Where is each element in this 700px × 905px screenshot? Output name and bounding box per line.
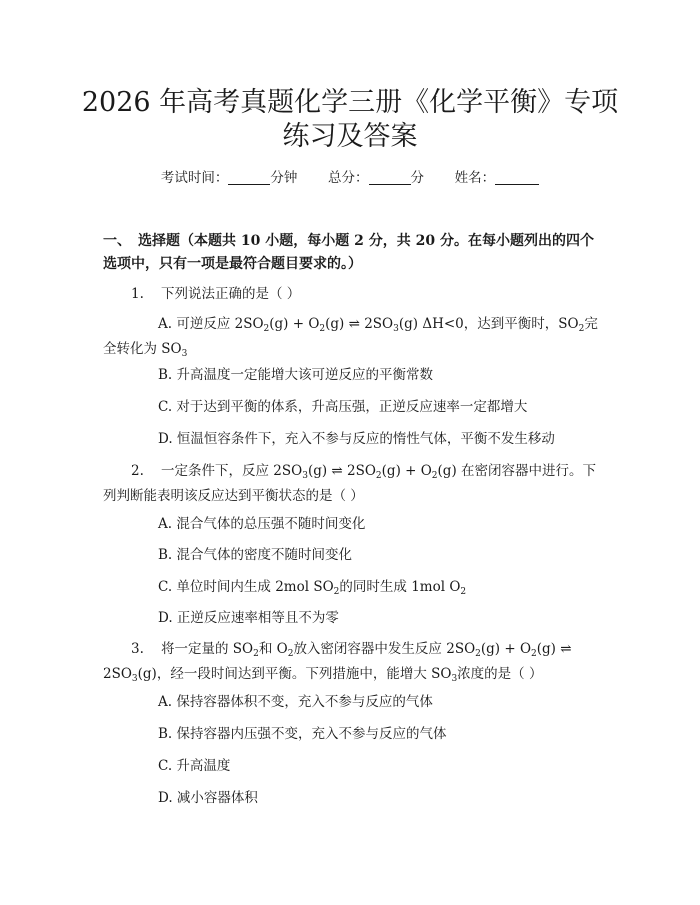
question-1-stem [103,282,600,307]
page-title-line-2: 练习及答案 [282,121,418,152]
time-unit: 分钟 [270,170,298,186]
question-1-option-a: A. 可逆反应 $2SO_2(g) + O_2(g)$ ⇌ $2SO_3(g)$ ΔH<0，达到平衡时，$SO_2$完全转化为 $SO_3$ [103,316,598,359]
question-2-option-a: A. 混合气体的总压强不随时间变化 [158,516,366,532]
question-3-option-c: C. 升高温度 [158,758,231,774]
question-3-stem: 3. 将一定量的 $SO_2$和 $O_2$放入密闭容器中发生反应 $2SO_2(g) + O_2(g)$ ⇌ $2SO_3(g)$，经一段时间达到平衡。下列措施中，能增大 $SO_3$浓度的是（ ） [103,637,600,687]
section-number: 一、 [103,233,131,249]
score-blank [369,170,411,185]
time-blank [228,170,270,185]
question-2-number: 2. [131,463,144,479]
question-3-number: 3. [131,641,144,657]
question-3-option-d: D. 减小容器体积 [158,790,258,806]
section-instructions: 选择题（本题共 10 小题，每小题 2 分，共 20 分。在每小题列出的四个选项中，只有一项是最符合题目要求的。） [103,233,594,272]
page-title-line-1: 2026 年高考真题化学三册《化学平衡》专项 [81,87,619,118]
question-1-number: 1. [131,286,144,302]
question-2-option-c: C. 单位时间内生成 2mol $SO_2$的同时生成 1mol $O_2$ [158,579,467,597]
question-2-option-d: D. 正逆反应速率相等且不为零 [158,610,339,626]
score-label: 总分： [328,170,369,186]
name-blank [495,170,539,185]
question-3-option-a: A. 保持容器体积不变，充入不参与反应的气体 [158,694,433,710]
question-1-text: 下列说法正确的是（ ） [161,286,301,302]
question-1-option-c: C. 对于达到平衡的体系，升高压强，正逆反应速率一定都增大 [158,399,528,415]
question-2-option-b: B. 混合气体的密度不随时间变化 [158,547,353,563]
section-heading [103,230,598,276]
time-label: 考试时间： [160,170,229,186]
exam-meta [0,168,700,188]
score-unit: 分 [410,170,424,186]
question-2-stem: 2. 一定条件下，反应 $2SO_3(g)$ ⇌ $2SO_2(g) + O_2(g)$ 在密闭容器中进行。下列判断能表明该反应达到平衡状态的是（ ） [103,459,600,509]
question-1-option-d: D. 恒温恒容条件下，充入不参与反应的惰性气体，平衡不发生移动 [158,431,555,447]
question-3-option-b: B. 保持容器内压强不变，充入不参与反应的气体 [158,726,447,742]
question-1-option-b: B. 升高温度一定能增大该可逆反应的平衡常数 [158,367,434,383]
name-label: 姓名： [454,170,496,186]
